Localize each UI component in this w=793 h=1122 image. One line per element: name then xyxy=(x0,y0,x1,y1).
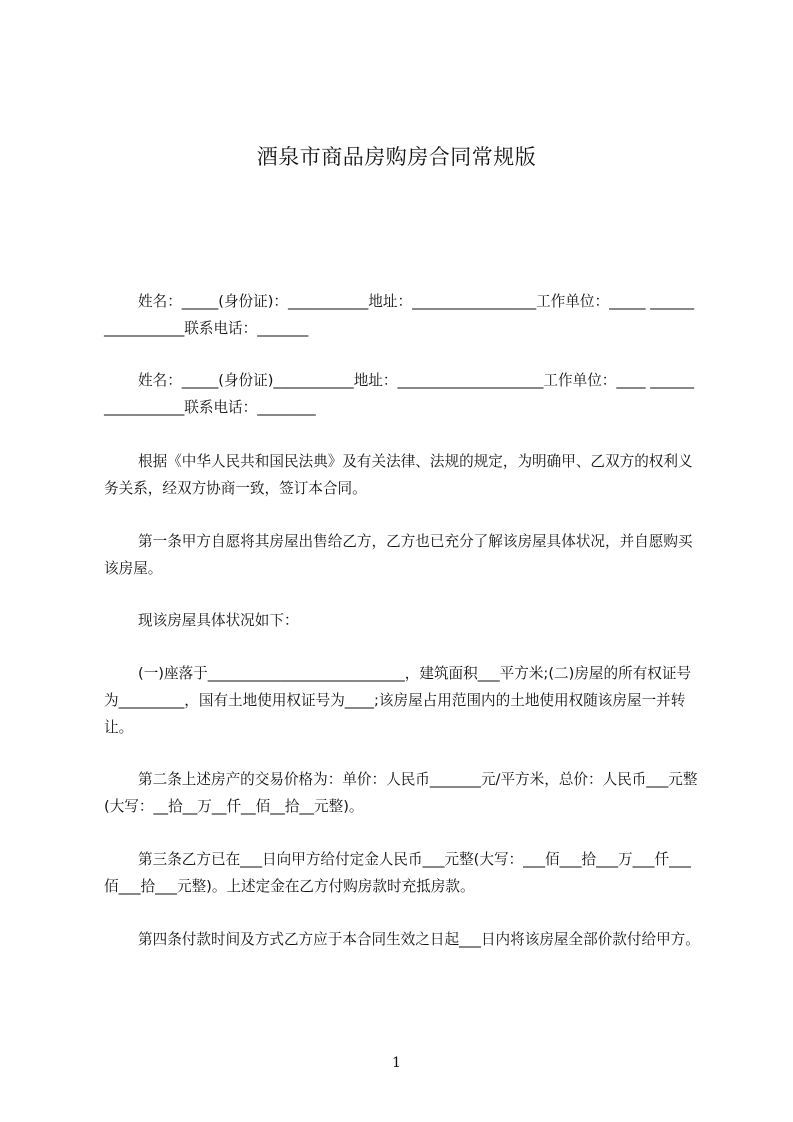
page-title: 酒泉市商品房购房合同常规版 xyxy=(256,145,537,169)
article-2-paragraph: 第二条上述房产的交易价格为：单价：人民币_______元/平方米，总价：人民币___元整(大写：__拾__万__仟__佰__拾__元整)。 xyxy=(104,771,698,815)
article-1-paragraph: 第一条甲方自愿将其房屋出售给乙方，乙方也已充分了解该房屋具体状况，并自愿购买该房屋。 xyxy=(104,533,693,577)
party-b-info-paragraph: 姓名：_____(身份证)___________地址：____________________工作单位：____ _________________联系电话：________ xyxy=(104,372,694,416)
property-details-paragraph: (一)座落于___________________________，建筑面积___平方米;(二)房屋的所有权证号为_________，国有土地使用权证号为____;该房屋占用范围内的土地使用权随该房屋一并转让。 xyxy=(104,665,692,736)
page-number: 1 xyxy=(392,1055,401,1071)
party-a-info-paragraph: 姓名：_____(身份证)：___________地址：_________________工作单位：_____ _________________联系电话：_______ xyxy=(104,293,694,337)
property-status-heading: 现该房屋具体状况如下： xyxy=(138,612,299,629)
article-3-paragraph: 第三条乙方已在___日向甲方给付定金人民币___元整(大写：___佰___拾___万___仟___佰___拾___元整)。上述定金在乙方付购房款时充抵房款。 xyxy=(104,851,691,895)
article-4-paragraph: 第四条付款时间及方式乙方应于本合同生效之日起___日内将该房屋全部价款付给甲方。 xyxy=(138,931,700,948)
preamble-paragraph: 根据《中华人民共和国民法典》及有关法律、法规的规定，为明确甲、乙双方的权利义务关系，经双方协商一致，签订本合同。 xyxy=(104,453,693,497)
